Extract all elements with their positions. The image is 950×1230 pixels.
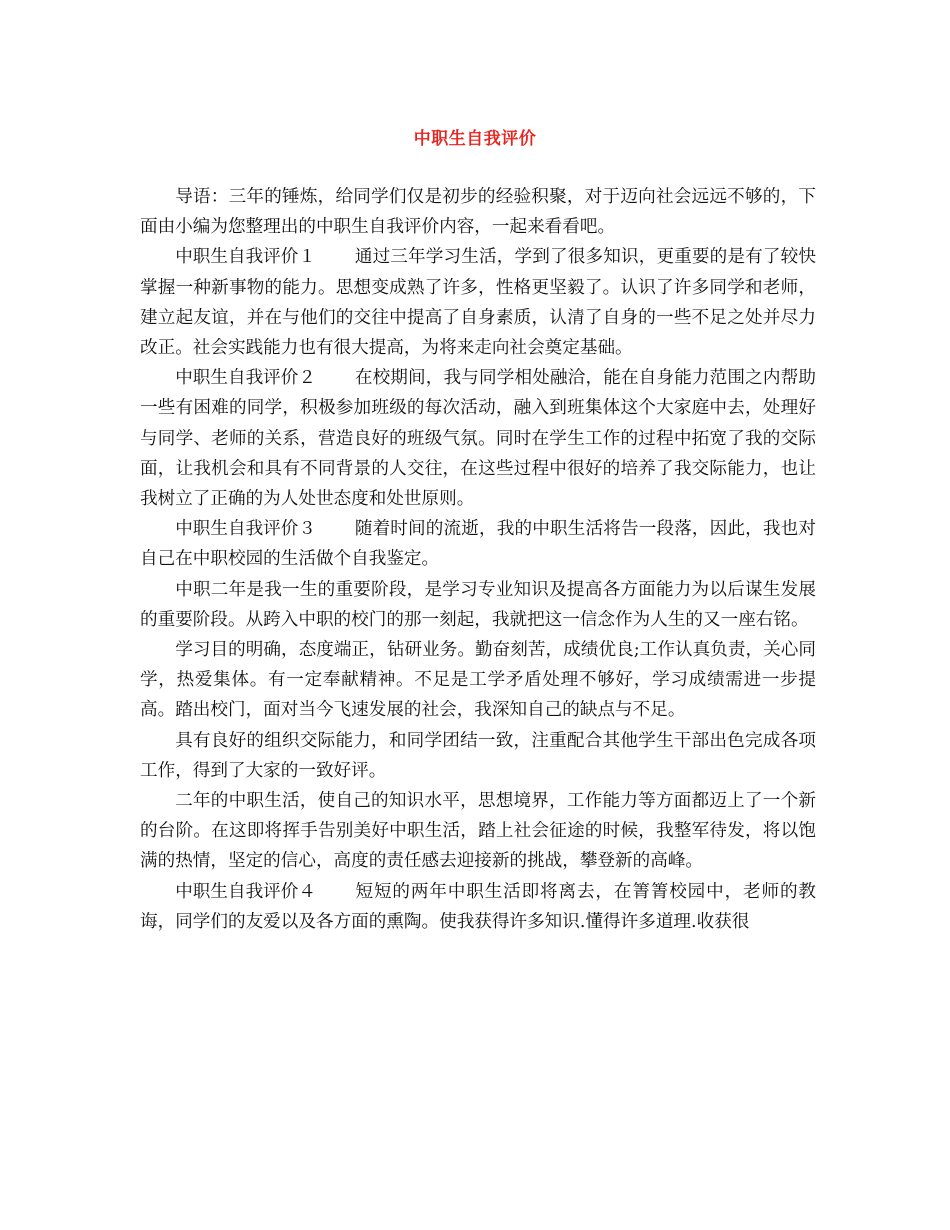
paragraph-text: 二年的中职生活，使自己的知识水平，思想境界，工作能力等方面都迈上了一个新的台阶。在这即将挥手告别美好中职生活，踏上社会征途的时候，我整军待发，将以饱满的热情，坚定的信心，高度的责任感去迎接新的挑战，攀登新的高峰。 [140,791,816,872]
paragraph-intro [140,182,816,242]
paragraph-evaluation-1 [140,242,816,363]
paragraph-text: 通过三年学习生活，学到了很多知识，更重要的是有了较快掌握一种新事物的能力。思想变成熟了许多，性格更坚毅了。认识了许多同学和老师，建立起友谊，并在与他们的交往中提高了自身素质，认清了自身的一些不足之处并尽力改正。社会实践能力也有很大提高，为将来走向社会奠定基础。 [140,247,816,359]
paragraph-text: 中职二年是我一生的重要阶段，是学习专业知识及提高各方面能力为以后谋生发展的重要阶段。从跨入中职的校门的那一刻起，我就把这一信念作为人生的又一座右铭。 [140,579,816,630]
paragraph-evaluation-2 [140,363,816,514]
document-title: 中职生自我评价 [413,129,537,149]
section-label: 中职生自我评价３ [175,519,316,540]
section-label: 中职生自我评价４ [175,881,316,902]
paragraph-evaluation-3 [140,514,816,574]
paragraph-evaluation-4 [140,877,816,937]
section-label: 中职生自我评价１ [175,247,316,268]
paragraph-body [140,786,816,877]
paragraph-text: 具有良好的组织交际能力，和同学团结一致，注重配合其他学生干部出色完成各项工作，得到了大家的一致好评。 [140,730,816,781]
paragraph-body [140,726,816,786]
paragraph-text: 短短的两年中职生活即将离去，在箐箐校园中，老师的教诲，同学们的友爱以及各方面的熏陶。使我获得许多知识.懂得许多道理.收获很 [140,881,816,932]
paragraph-text: 学习目的明确，态度端正，钻研业务。勤奋刻苦，成绩优良;工作认真负责，关心同学，热爱集体。有一定奉献精神。不足是工学矛盾处理不够好，学习成绩需进一步提高。踏出校门，面对当今飞速发展的社会，我深知自己的缺点与不足。 [140,640,816,721]
paragraph-body [140,635,816,726]
paragraph-text: 在校期间，我与同学相处融洽，能在自身能力范围之内帮助一些有困难的同学，积极参加班级的每次活动，融入到班集体这个大家庭中去，处理好与同学、老师的关系，营造良好的班级气氛。同时在学生工作的过程中拓宽了我的交际面，让我机会和具有不同背景的人交往，在这些过程中很好的培养了我交际能力，也让我树立了正确的为人处世态度和处世原则。 [140,368,816,510]
document-body [140,182,816,937]
paragraph-text: 导语：三年的锤炼，给同学们仅是初步的经验积聚，对于迈向社会远远不够的，下面由小编为您整理出的中职生自我评价内容，一起来看看吧。 [140,187,816,238]
paragraph-text: 随着时间的流逝，我的中职生活将告一段落，因此，我也对自己在中职校园的生活做个自我鉴定。 [140,519,816,570]
paragraph-body [140,575,816,635]
section-label: 中职生自我评价２ [175,368,316,389]
